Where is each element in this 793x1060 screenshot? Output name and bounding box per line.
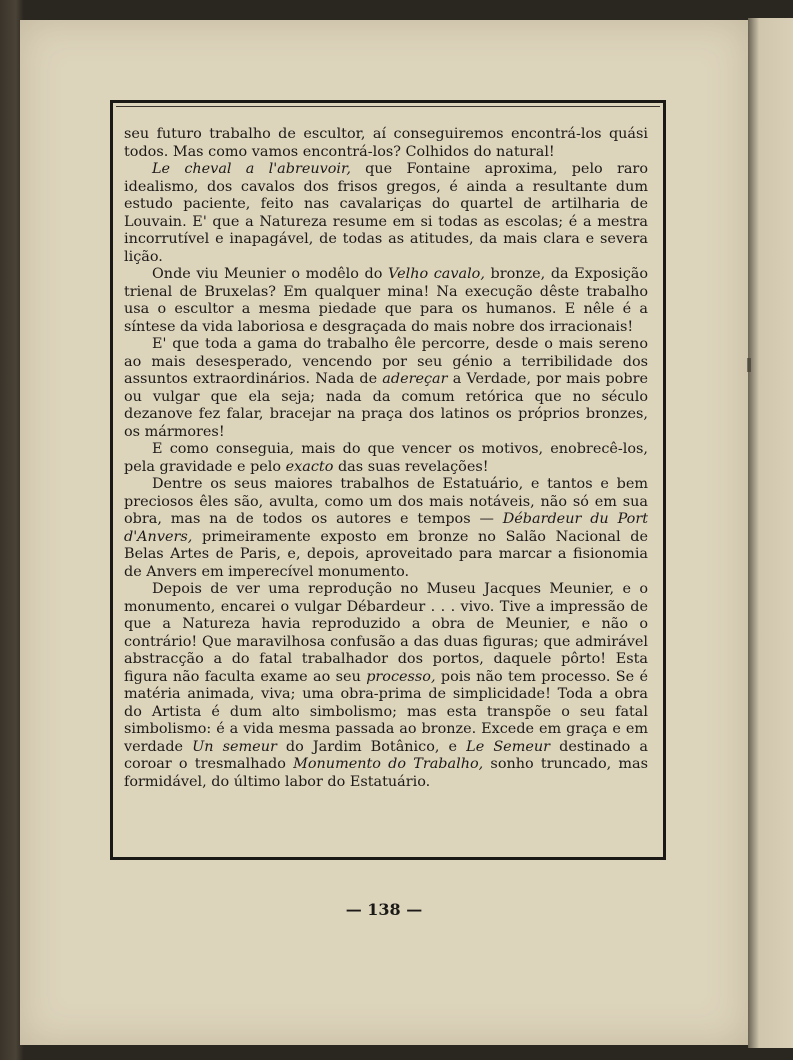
italic-title: Un semeur	[192, 738, 277, 755]
text-run: destinado a coroar o tresmalhado	[124, 738, 648, 772]
text-run: Dentre os seus maiores trabalhos de Estatuário, e tantos e bem preciosos êles são, avulta, como um dos mais notáveis, não só em sua obra, mas na de todos os autores e tempos —	[124, 476, 648, 527]
paragraph	[124, 336, 648, 441]
italic-title: Monumento do Trabalho,	[293, 756, 484, 772]
paragraph	[124, 441, 648, 476]
adjacent-page-edge	[748, 18, 793, 1048]
italic-title: Velho cavalo,	[388, 266, 485, 282]
italic-title: exacto	[285, 458, 334, 475]
text-run: bronze, da Exposição trienal de Bruxelas? Em qualquer mina! Na execução dêste trabalho usa o escultor a mesma piedade que para os humanos. E nêle é a síntese da vida laboriosa e desgraçada do mais nobre dos irracionais!	[124, 266, 649, 335]
italic-title: processo,	[366, 668, 436, 685]
text-run: seu futuro trabalho de escultor, aí conseguiremos encontrá-los quási todos. Mas como vamos encontrá-los? Colhidos do natural!	[124, 126, 648, 160]
text-run: pois não tem processo. Se é matéria animada, viva; uma obra-prima de simplicidade! Toda a obra do Artista é dum alto simbolismo; mas esta transpõe o seu fatal simbolismo: é a vida mesma passada ao bronze. Excede em graça e em verdade	[124, 668, 649, 755]
italic-title: Débardeur du Port d'Anvers,	[124, 511, 648, 545]
text-run: a Verdade, por mais pobre ou vulgar que ela seja; nada da comum retórica que no século dezanove fez falar, bracejar na praça dos latinos os próprios bronzes, os mármores!	[124, 371, 648, 440]
paragraph	[124, 266, 648, 336]
paragraph	[124, 161, 648, 266]
italic-title: Le cheval a l'abreuvoir,	[152, 161, 351, 177]
paragraph	[124, 581, 648, 791]
margin-mark	[747, 358, 751, 372]
text-run: primeiramente exposto em bronze no Salão Nacional de Belas Artes de Paris, e, depois, aproveitado para marcar a fisionomia de Anvers em imperecível monumento.	[124, 528, 648, 580]
paragraph	[124, 476, 648, 581]
text-run: E' que toda a gama do trabalho êle percorre, desde o mais sereno ao mais desesperado, vencendo por seu génio a terribilidade dos assuntos extraordinários. Nada de	[124, 336, 648, 387]
page-number: — 138 —	[345, 900, 423, 919]
text-run: Onde viu Meunier o modêlo do	[152, 266, 389, 282]
text-run: do Jardim Botânico, e	[276, 738, 467, 755]
text-run: Depois de ver uma reprodução no Museu Jacques Meunier, e o monumento, encarei o vulgar Débardeur . . . vivo. Tive a impressão de que a Natureza havia reproduzido a obra de Meunier, e não o contrário! Que maravilhosa confusão a das duas figuras; que admirável abstracção a do fatal trabalhador dos portos, daquele pôrto! Esta figura não faculta exame ao seu	[124, 581, 648, 685]
italic-title: adereçar	[382, 371, 448, 387]
paragraph	[124, 126, 648, 161]
body-text	[124, 126, 648, 791]
text-run: sonho truncado, mas formidável, do último labor do Estatuário.	[124, 756, 648, 790]
text-run: que Fontaine aproxima, pelo raro idealismo, dos cavalos dos frisos gregos, é ainda a resultante dum estudo paciente, feito nas cavalariças do quartel de artilharia de Louvain. E' que a Natureza resume em si todas as escolas; é a mestra incorrutível e inapagável, de todas as atitudes, da mais clara e severa lição.	[124, 161, 648, 265]
italic-title: Le Semeur	[466, 738, 551, 755]
text-run: E como conseguia, mais do que vencer os motivos, enobrecê-los, pela gravidade e pelo	[124, 441, 648, 475]
text-run: das suas revelações!	[333, 458, 489, 475]
